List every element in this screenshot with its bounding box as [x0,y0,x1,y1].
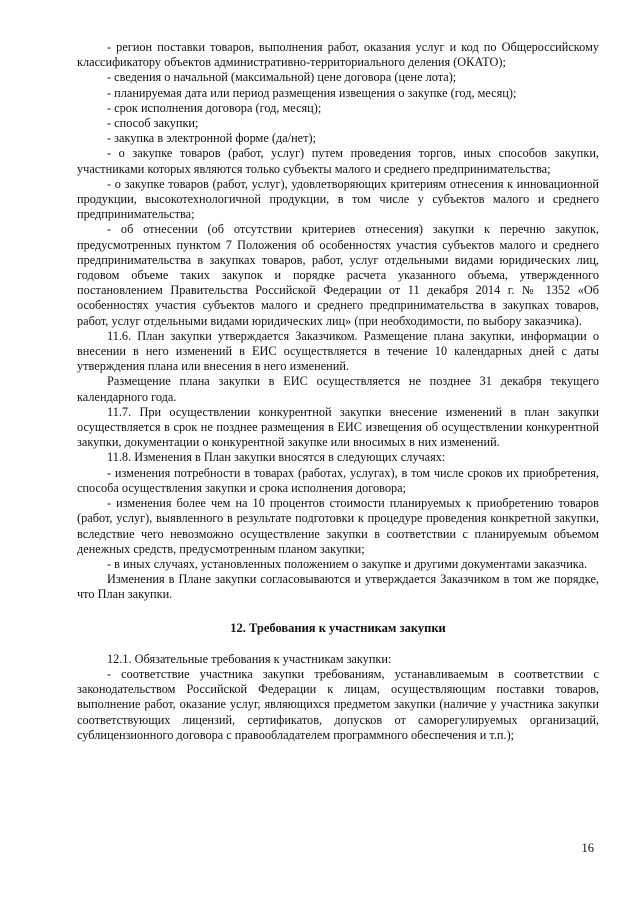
paragraph-11-8: 11.8. Изменения в План закупки вносятся в следующих случаях: [107,450,446,465]
list-item-cost-change: - изменения более чем на 10 процентов стоимости планируемых к приобретению товаров (работ, услуг), выявленного в результате подготовки к процедуре проведения конкретной закупки, вследствие чего невозможно осуществление закупки в соответствии с планируемым объемом денежных средств, предусмотренным планом закупки; [77,496,599,556]
paragraph-plan-deadline: Размещение плана закупки в ЕИС осуществляется не позднее 31 декабря текущего календарного года. [77,374,599,404]
top-text-block [77,40,599,603]
list-item-electronic-form: - закупка в электронной форме (да/нет); [107,131,317,146]
paragraph-11-6: 11.6. План закупки утверждается Заказчиком. Размещение плана закупки, информации о внесении в него изменений в ЕИС осуществляется в течение 10 календарных дней с даты утверждения плана или внесения в него изменений. [77,328,599,374]
list-item-okato: - регион поставки товаров, выполнения работ, оказания услуг и код по Общероссийскому классификатору объектов административно-территориального деления (ОКАТО); [77,40,599,70]
list-item-initial-price: - сведения о начальной (максимальной) цене договора (цене лота); [107,70,457,85]
paragraph-11-7: 11.7. При осуществлении конкурентной закупки внесение изменений в план закупки осуществляется в срок не позднее размещения в ЕИС извещения об осуществлении конкурентной закупки, документации о конкурентной закупке или вносимых в них изменений. [77,404,599,450]
list-item-sme-regulation: - об отнесении (об отсутствии критериев отнесения) закупки к перечню закупок, предусмотренных пунктом 7 Положения об особенностях участия субъектов малого и среднего предпринимательства в закупках товаров, работ, услуг отдельными видами юридических лиц, годовом объеме таких закупок и порядке расчета указанного объема, утвержденного постановлением Правительства Российской Федерации от 11 декабря 2014 г. № 1352 «Об особенностях участия субъектов малого и среднего предпринимательства в закупках товаров, работ, услуг отдельными видами юридических лиц» (при необходимости, по выбору заказчика). [77,222,599,328]
document-page [77,40,599,743]
list-item-contract-term: - срок исполнения договора (год, месяц); [107,100,322,115]
list-item-innovative-products: - о закупке товаров (работ, услуг), удовлетворяющих критериям отнесения к инновационной продукции, высокотехнологичной продукции, в том числе у субъектов малого и среднего предпринимательства; [77,176,599,222]
list-item-demand-change: - изменения потребности в товарах (работах, услугах), в том числе сроков их приобретения, способа осуществления закупки и срока исполнения договора; [77,465,599,495]
list-item-participant-compliance: - соответствие участника закупки требованиям, устанавливаемым в соответствии с законодательством Российской Федерации к лицам, осуществляющим поставки товаров, выполнение работ, оказание услуг, являющихся предметом закупки (наличие у участника закупки соответствующих лицензий, сертификатов, допусков от саморегулируемых организаций, сублицензионного договора с правообладателем программного обеспечения и т.п.); [77,666,599,742]
section-heading: 12. Требования к участникам закупки [230,620,446,635]
list-item-procurement-method: - способ закупки; [107,116,199,131]
paragraph-12-1: 12.1. Обязательные требования к участникам закупки: [107,651,392,666]
list-item-other-cases: - в иных случаях, установленных положением о закупке и другими документами заказчика. [107,556,588,571]
page-number: 16 [581,841,594,855]
paragraph-plan-approval: Изменения в Плане закупки согласовываются и утверждается Заказчиком в том же порядке, что План закупки. [77,572,599,602]
list-item-sme-tenders: - о закупке товаров (работ, услуг) путем проведения торгов, иных способов закупки, участниками которых являются только субъекты малого и среднего предпринимательства; [77,146,599,176]
list-item-planned-date: - планируемая дата или период размещения извещения о закупке (год, месяц); [107,85,517,100]
bottom-text-block [77,652,599,743]
